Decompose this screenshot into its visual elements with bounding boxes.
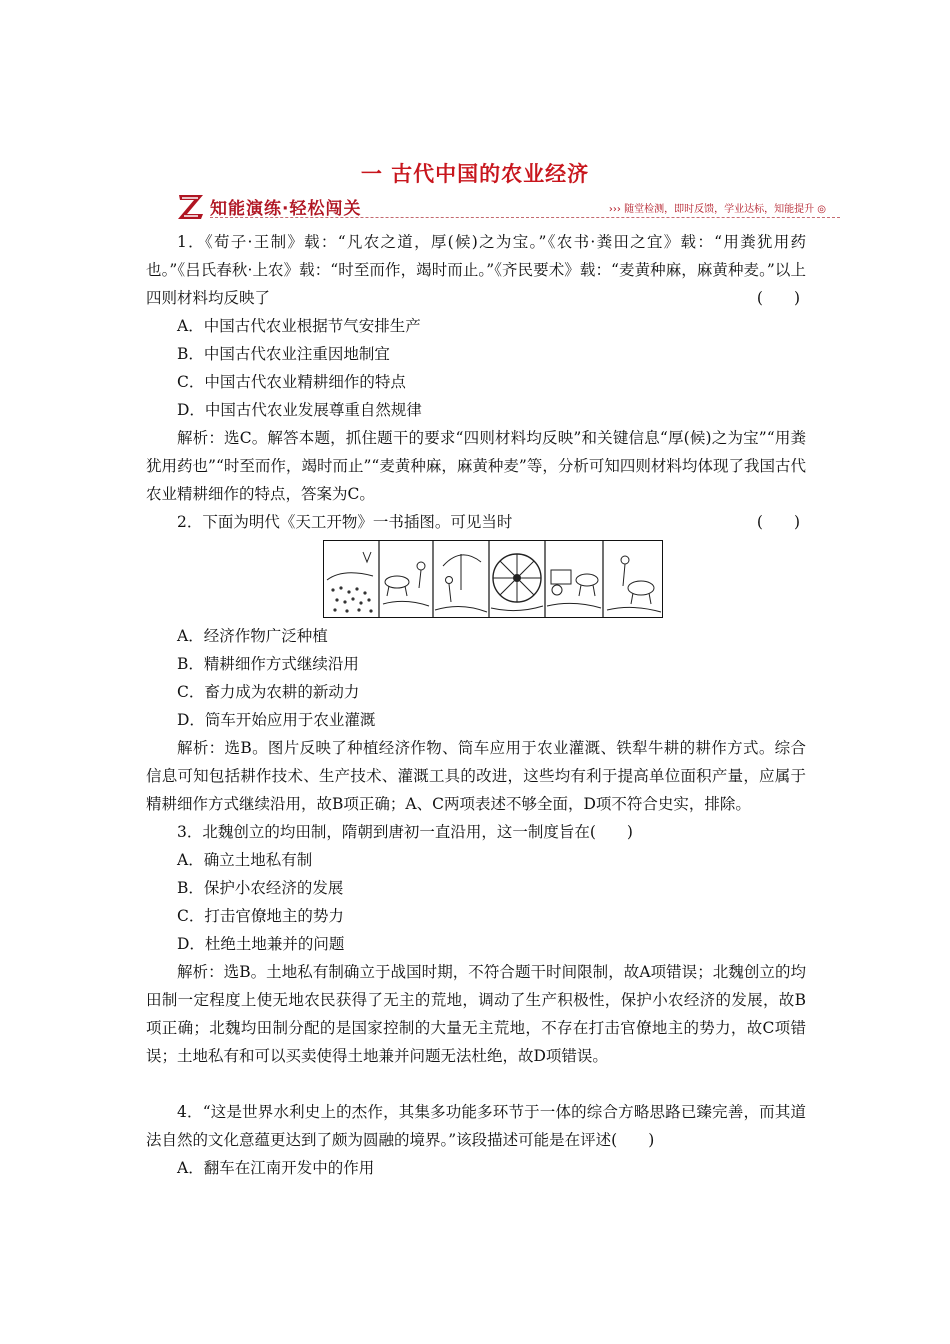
q1-option-a: A．中国古代农业根据节气安排生产 bbox=[177, 317, 421, 335]
section-banner bbox=[176, 192, 840, 222]
q2-stem bbox=[146, 508, 806, 536]
q3-option-b: B．保护小农经济的发展 bbox=[177, 879, 344, 897]
banner-divider bbox=[210, 217, 840, 218]
q3-stem: 3．北魏创立的均田制，隋朝到唐初一直沿用，这一制度旨在( ) bbox=[177, 823, 633, 841]
q4-stem: 4．“这是世界水利史上的杰作，其集多功能多环节于一体的综合方略思路已臻完善，而其道法自然的文化意蕴更达到了颇为圆融的境界。”该段描述可能是在评述( ) bbox=[146, 1103, 806, 1149]
tiangong-kaiwu-illustration bbox=[323, 540, 663, 618]
q3-option-d: D．杜绝土地兼并的问题 bbox=[177, 935, 345, 953]
q3-option-c: C．打击官僚地主的势力 bbox=[177, 907, 344, 925]
q2-option-b: B．精耕细作方式继续沿用 bbox=[177, 655, 359, 673]
q1-option-d: D．中国古代农业发展尊重自然规律 bbox=[177, 401, 422, 419]
q2-option-d: D．筒车开始应用于农业灌溉 bbox=[177, 711, 376, 729]
banner-title: 知能演练·轻松闯关 bbox=[210, 199, 362, 219]
q2-stem-text: 2．下面为明代《天工开物》一书插图。可见当时 bbox=[177, 513, 513, 531]
q2-analysis: 解析：选B。图片反映了种植经济作物、筒车应用于农业灌溉、铁犁牛耕的耕作方式。综合信息可知包括耕作技术、生产技术、灌溉工具的改进，这些均有利于提高单位面积产量，应属于精耕细作方式继续沿用，故B项正确；A、C两项表述不够全面，D项不符合史实，排除。 bbox=[146, 739, 806, 813]
z-logo-icon bbox=[176, 192, 206, 220]
page-title: 一 古代中国的农业经济 bbox=[360, 162, 590, 186]
section-spacer bbox=[146, 1070, 806, 1098]
q1-stem bbox=[146, 228, 806, 312]
illustration-strip bbox=[323, 540, 663, 618]
q3-option-a: A．确立土地私有制 bbox=[177, 851, 313, 869]
q1-stem-text: 1．《荀子·王制》载：“凡农之道，厚(候)之为宝。”《农书·粪田之宜》载：“用粪犹用药也。”《吕氏春秋·上农》载：“时至而作，竭时而止。”《齐民要术》载：“麦黄种麻，麻黄种麦。”以上四则材料均反映了 bbox=[146, 233, 806, 307]
q1-analysis: 解析：选C。解答本题，抓住题干的要求“四则材料均反映”和关键信息“厚(候)之为宝”“用粪犹用药也”“时至而作，竭时而止”“麦黄种麻，麻黄种麦”等，分析可知四则材料均体现了我国古代农业精耕细作的特点，答案为C。 bbox=[146, 429, 806, 503]
q1-option-b: B．中国古代农业注重因地制宜 bbox=[177, 345, 390, 363]
q2-option-a: A．经济作物广泛种植 bbox=[177, 627, 328, 645]
q1-option-c: C．中国古代农业精耕细作的特点 bbox=[177, 373, 406, 391]
q1-answer-blank: ( ) bbox=[756, 289, 800, 307]
q4-option-a: A．翻车在江南开发中的作用 bbox=[177, 1159, 375, 1177]
q2-answer-blank: ( ) bbox=[756, 513, 800, 531]
q3-analysis: 解析：选B。土地私有制确立于战国时期，不符合题干时间限制，故A项错误；北魏创立的均田制一定程度上使无地农民获得了无主的荒地，调动了生产积极性，保护小农经济的发展，故B项正确；北魏均田制分配的是国家控制的大量无主荒地，不存在打击官僚地主的势力，故C项错误；土地私有和可以买卖使得土地兼并问题无法杜绝，故D项错误。 bbox=[146, 963, 806, 1065]
banner-subtitle: ››› 随堂检测，即时反馈，学业达标，知能提升 ◎ bbox=[608, 204, 826, 215]
exercise-content bbox=[146, 228, 806, 1182]
q2-option-c: C．畜力成为农耕的新动力 bbox=[177, 683, 360, 701]
